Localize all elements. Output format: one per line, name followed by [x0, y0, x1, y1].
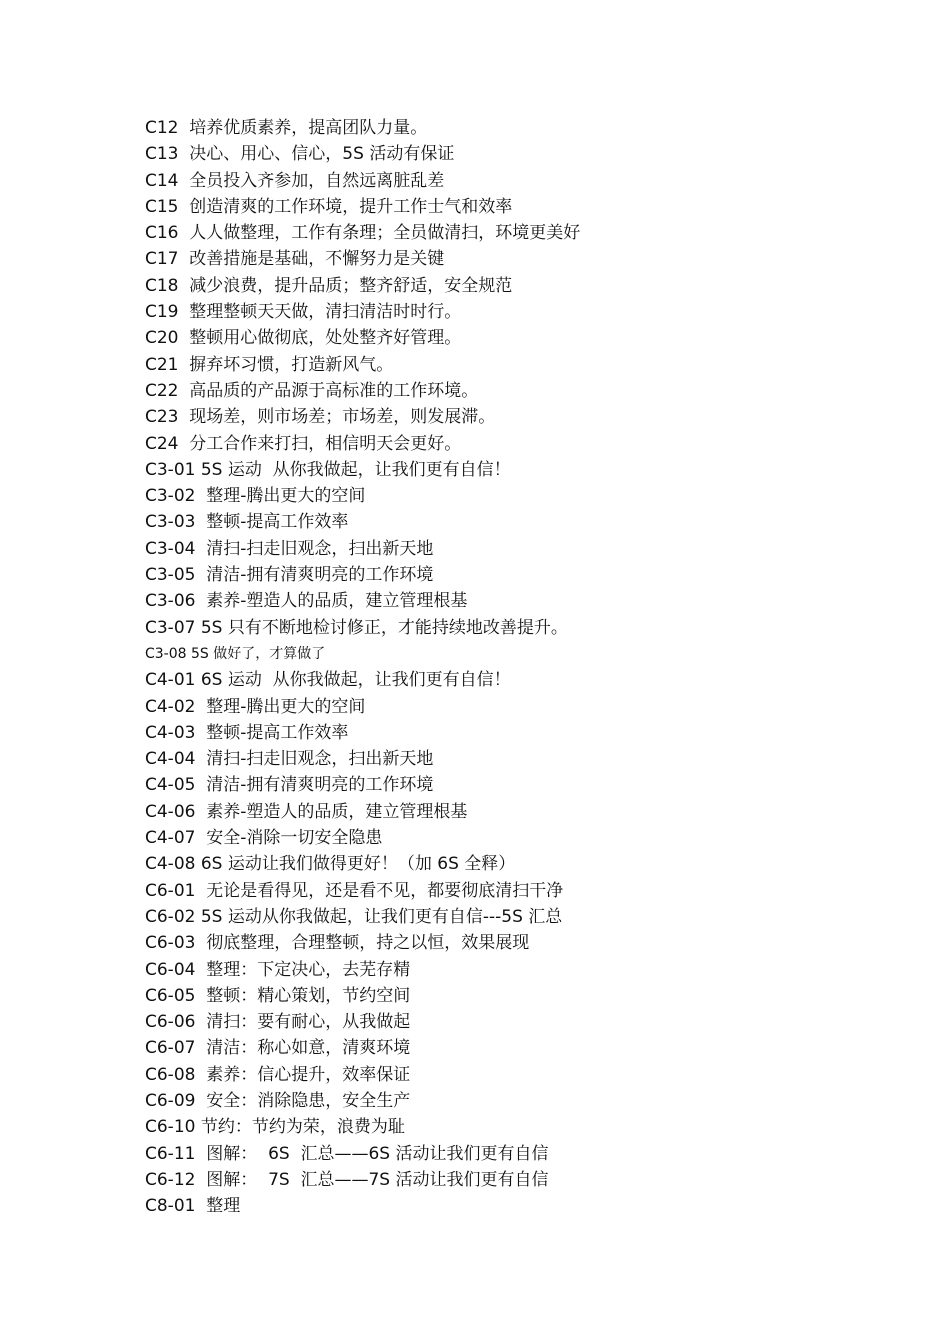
slogan-line-c6-03: C6-03 彻底整理，合理整顿，持之以恒，效果展现 — [145, 933, 530, 954]
slogan-line-c6-01: C6-01 无论是看得见，还是看不见，都要彻底清扫干净 — [145, 880, 564, 901]
slogan-line-c20: C20 整顿用心做彻底，处处整齐好管理。 — [145, 328, 462, 349]
slogan-line-c6-09: C6-09 安全：消除隐患，安全生产 — [145, 1090, 411, 1111]
slogan-line-c6-02: C6-02 5S 运动从你我做起，让我们更有自信---5S 汇总 — [145, 906, 563, 927]
slogan-line-c21: C21 摒弃坏习惯，打造新风气。 — [145, 354, 394, 375]
slogan-line-c13: C13 决心、用心、信心，5S 活动有保证 — [145, 144, 455, 165]
slogan-line-c14: C14 全员投入齐参加，自然远离脏乱差 — [145, 170, 445, 191]
slogan-line-c3-08: C3-08 5S 做好了，才算做了 — [145, 645, 326, 662]
slogan-line-c19: C19 整理整顿天天做，清扫清洁时时行。 — [145, 302, 462, 323]
slogan-line-c3-03: C3-03 整顿-提高工作效率 — [145, 512, 349, 533]
slogan-line-c8-01: C8-01 整理 — [145, 1196, 241, 1217]
slogan-line-c24: C24 分工合作来打扫，相信明天会更好。 — [145, 433, 462, 454]
slogan-line-c18: C18 减少浪费，提升品质；整齐舒适，安全规范 — [145, 275, 513, 296]
slogan-line-c6-06: C6-06 清扫：要有耐心，从我做起 — [145, 1012, 411, 1033]
slogan-line-c15: C15 创造清爽的工作环境，提升工作士气和效率 — [145, 196, 513, 217]
slogan-line-c3-02: C3-02 整理-腾出更大的空间 — [145, 486, 366, 507]
slogan-line-c4-06: C4-06 素养-塑造人的品质，建立管理根基 — [145, 801, 468, 822]
slogan-line-c6-10: C6-10 节约：节约为荣，浪费为耻 — [145, 1117, 405, 1138]
slogan-line-c6-12: C6-12 图解： 7S 汇总——7S 活动让我们更有自信 — [145, 1169, 549, 1190]
slogan-list — [145, 115, 905, 1219]
slogan-line-c3-04: C3-04 清扫-扫走旧观念，扫出新天地 — [145, 538, 434, 559]
slogan-line-c4-02: C4-02 整理-腾出更大的空间 — [145, 696, 366, 717]
slogan-line-c17: C17 改善措施是基础，不懈努力是关键 — [145, 249, 445, 270]
slogan-line-c16: C16 人人做整理，工作有条理；全员做清扫，环境更美好 — [145, 223, 581, 244]
slogan-line-c6-11: C6-11 图解： 6S 汇总——6S 活动让我们更有自信 — [145, 1143, 549, 1164]
slogan-line-c3-05: C3-05 清洁-拥有清爽明亮的工作环境 — [145, 565, 434, 586]
slogan-line-c4-04: C4-04 清扫-扫走旧观念，扫出新天地 — [145, 749, 434, 770]
slogan-line-c12: C12 培养优质素养，提高团队力量。 — [145, 118, 428, 138]
slogan-line-c6-05: C6-05 整顿：精心策划，节约空间 — [145, 985, 411, 1006]
slogan-line-c6-07: C6-07 清洁：称心如意，清爽环境 — [145, 1038, 411, 1059]
slogan-line-c23: C23 现场差，则市场差；市场差，则发展滞。 — [145, 407, 496, 428]
slogan-line-c6-04: C6-04 整理：下定决心，去芜存精 — [145, 959, 411, 980]
slogan-line-c3-07: C3-07 5S 只有不断地检讨修正，才能持续地改善提升。 — [145, 617, 568, 638]
slogan-line-c4-01: C4-01 6S 运动 从你我做起，让我们更有自信！ — [145, 670, 511, 691]
slogan-line-c3-01: C3-01 5S 运动 从你我做起，让我们更有自信！ — [145, 459, 511, 480]
slogan-line-c4-03: C4-03 整顿-提高工作效率 — [145, 722, 349, 743]
slogan-line-c4-08: C4-08 6S 运动让我们做得更好！（加 6S 全释） — [145, 854, 516, 875]
slogan-line-c6-08: C6-08 素养：信心提升，效率保证 — [145, 1064, 411, 1085]
slogan-line-c22: C22 高品质的产品源于高标准的工作环境。 — [145, 380, 479, 401]
slogan-line-c4-07: C4-07 安全-消除一切安全隐患 — [145, 828, 383, 849]
slogan-line-c4-05: C4-05 清洁-拥有清爽明亮的工作环境 — [145, 775, 434, 796]
slogan-line-c3-06: C3-06 素养-塑造人的品质，建立管理根基 — [145, 591, 468, 612]
